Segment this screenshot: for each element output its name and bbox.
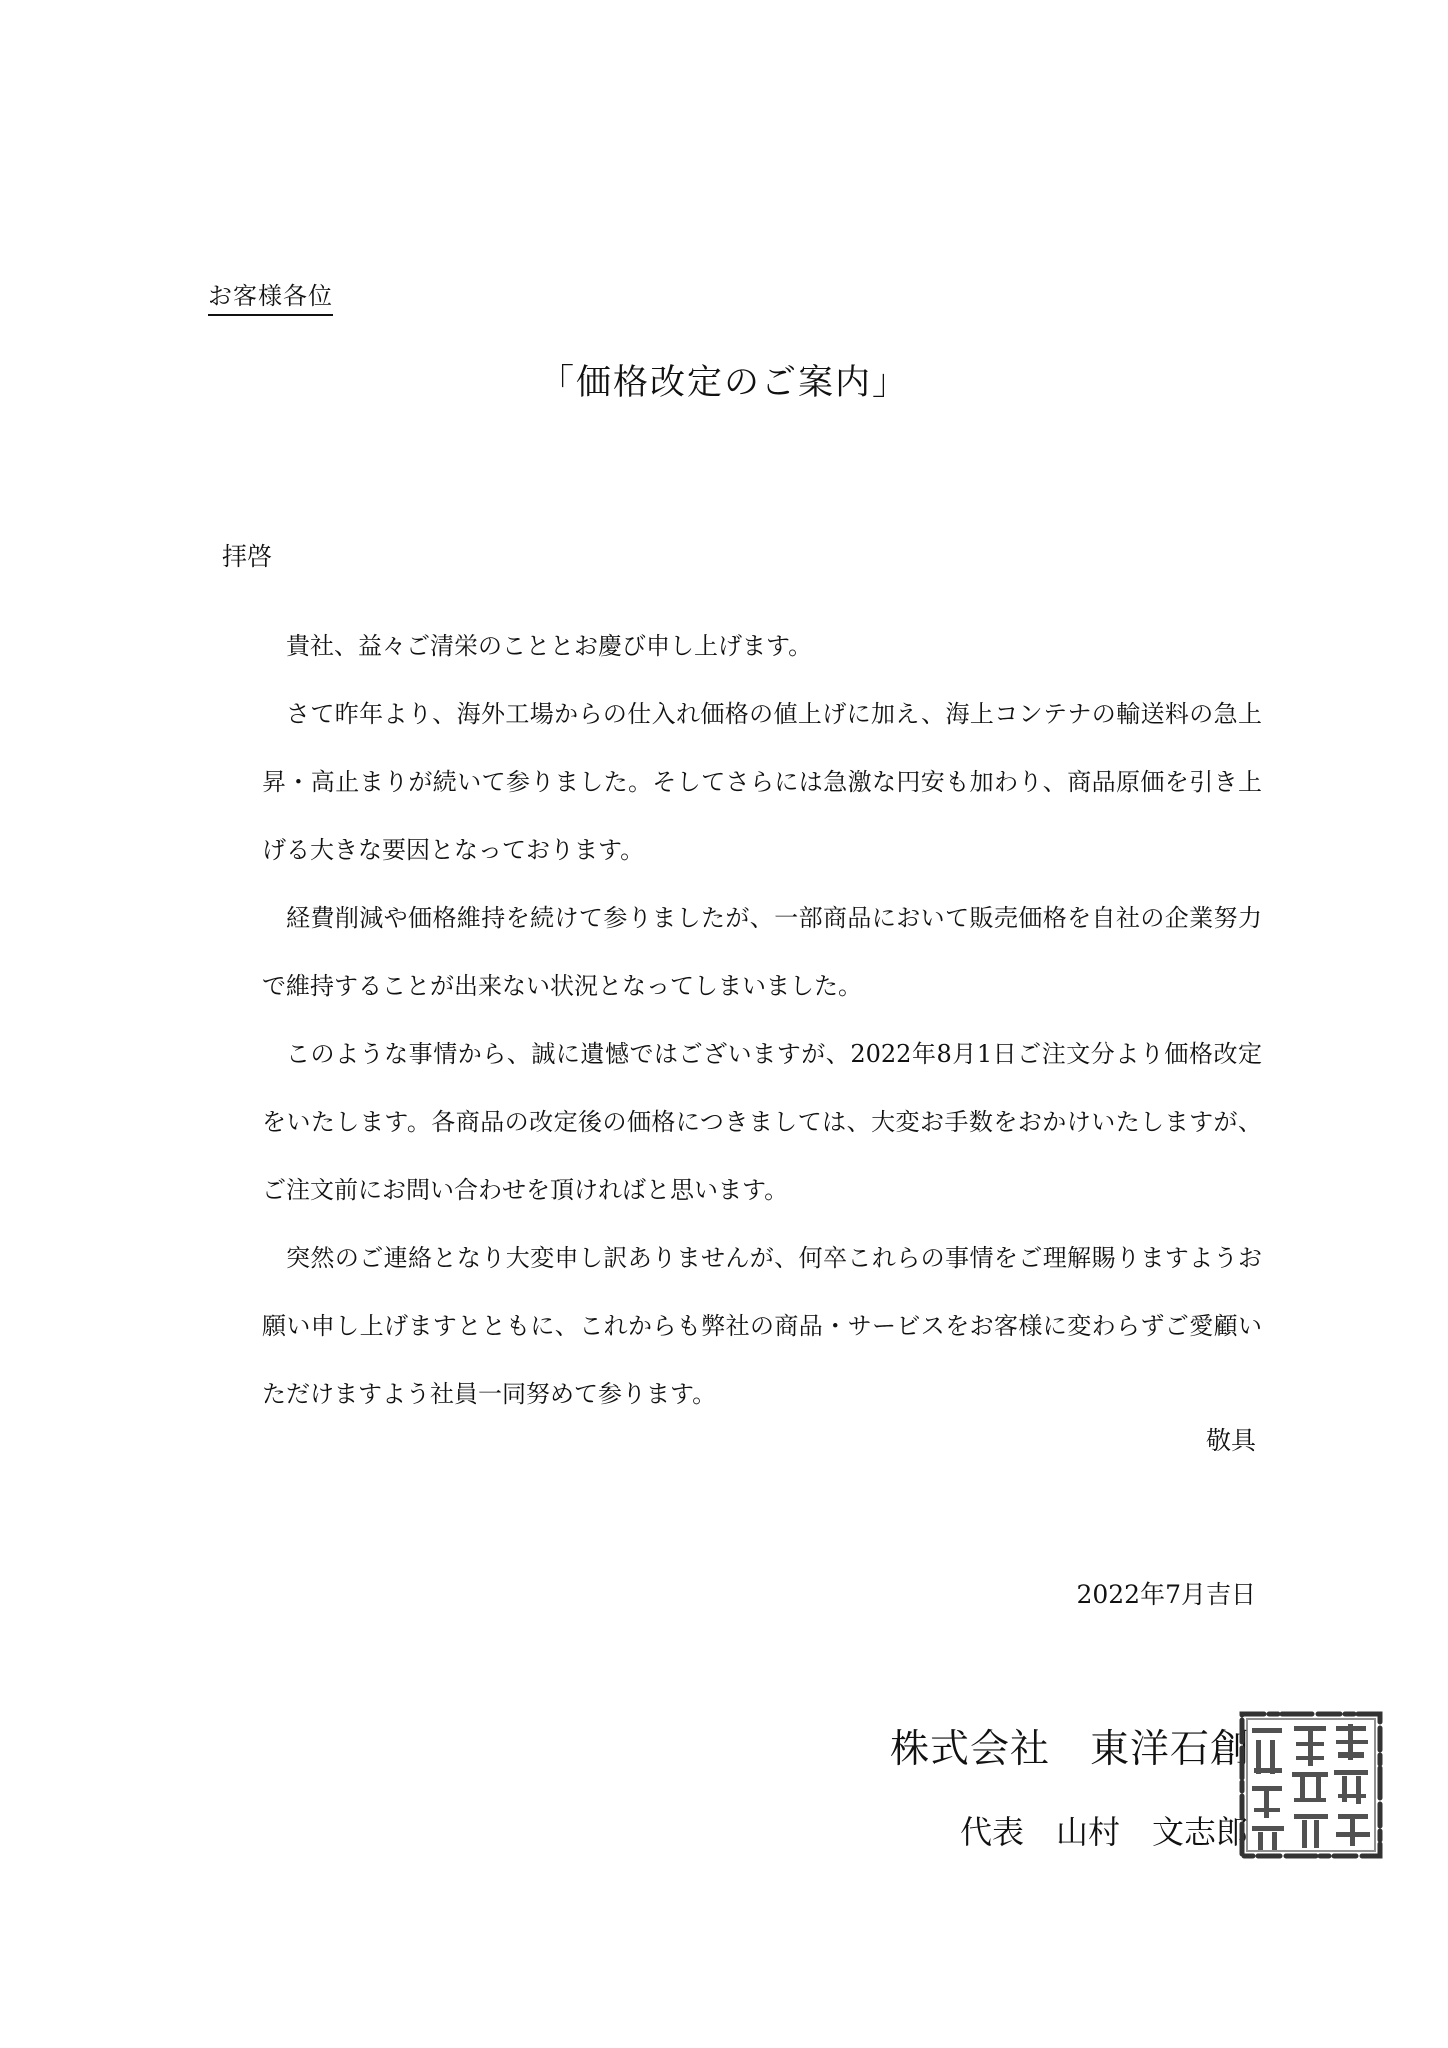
paragraph-price-revision: このような事情から、誠に遺憾ではございますが、2022年8月1日ご注文分より価格改定をいたします。各商品の改定後の価格につきましては、大変お手数をおかけいたしますが、ご注文前にお問い合わせを頂ければと思います。: [262, 1040, 1262, 1204]
paragraph-cost-efforts: 経費削減や価格維持を続けて参りましたが、一部商品において販売価格を自社の企業努力で維持することが出来ない状況となってしまいました。: [262, 904, 1262, 1000]
company-name: 株式会社 東洋石創: [889, 1727, 1250, 1772]
paragraph-greeting: 貴社、益々ご清栄のこととお慶び申し上げます。: [286, 632, 813, 660]
paragraph-apology: 突然のご連絡となり大変申し訳ありませんが、何卒これらの事情をご理解賜りますようお願い申し上げますとともに、これからも弊社の商品・サービスをお客様に変わらずご愛顧いただけますよう社員一同努めて参ります。: [262, 1244, 1262, 1408]
representative-name: 代表 山村 文志郎: [959, 1813, 1248, 1851]
letter-date: 2022年7月吉日: [1076, 1580, 1256, 1609]
company-seal-stamp: [1238, 1710, 1384, 1860]
salutation: 拝啓: [222, 542, 273, 571]
paragraph-background: さて昨年より、海外工場からの仕入れ価格の値上げに加え、海上コンテナの輸送料の急上昇・高止まりが続いて参りました。そしてさらには急激な円安も加わり、商品原価を引き上げる大きな要因となっております。: [262, 700, 1262, 864]
letter-body: [262, 612, 1262, 1428]
closing-phrase: 敬具: [1205, 1426, 1256, 1455]
seal-glyphs: [1252, 1724, 1370, 1850]
document-title: 「価格改定のご案内」: [538, 363, 909, 403]
addressee: お客様各位: [208, 280, 333, 316]
